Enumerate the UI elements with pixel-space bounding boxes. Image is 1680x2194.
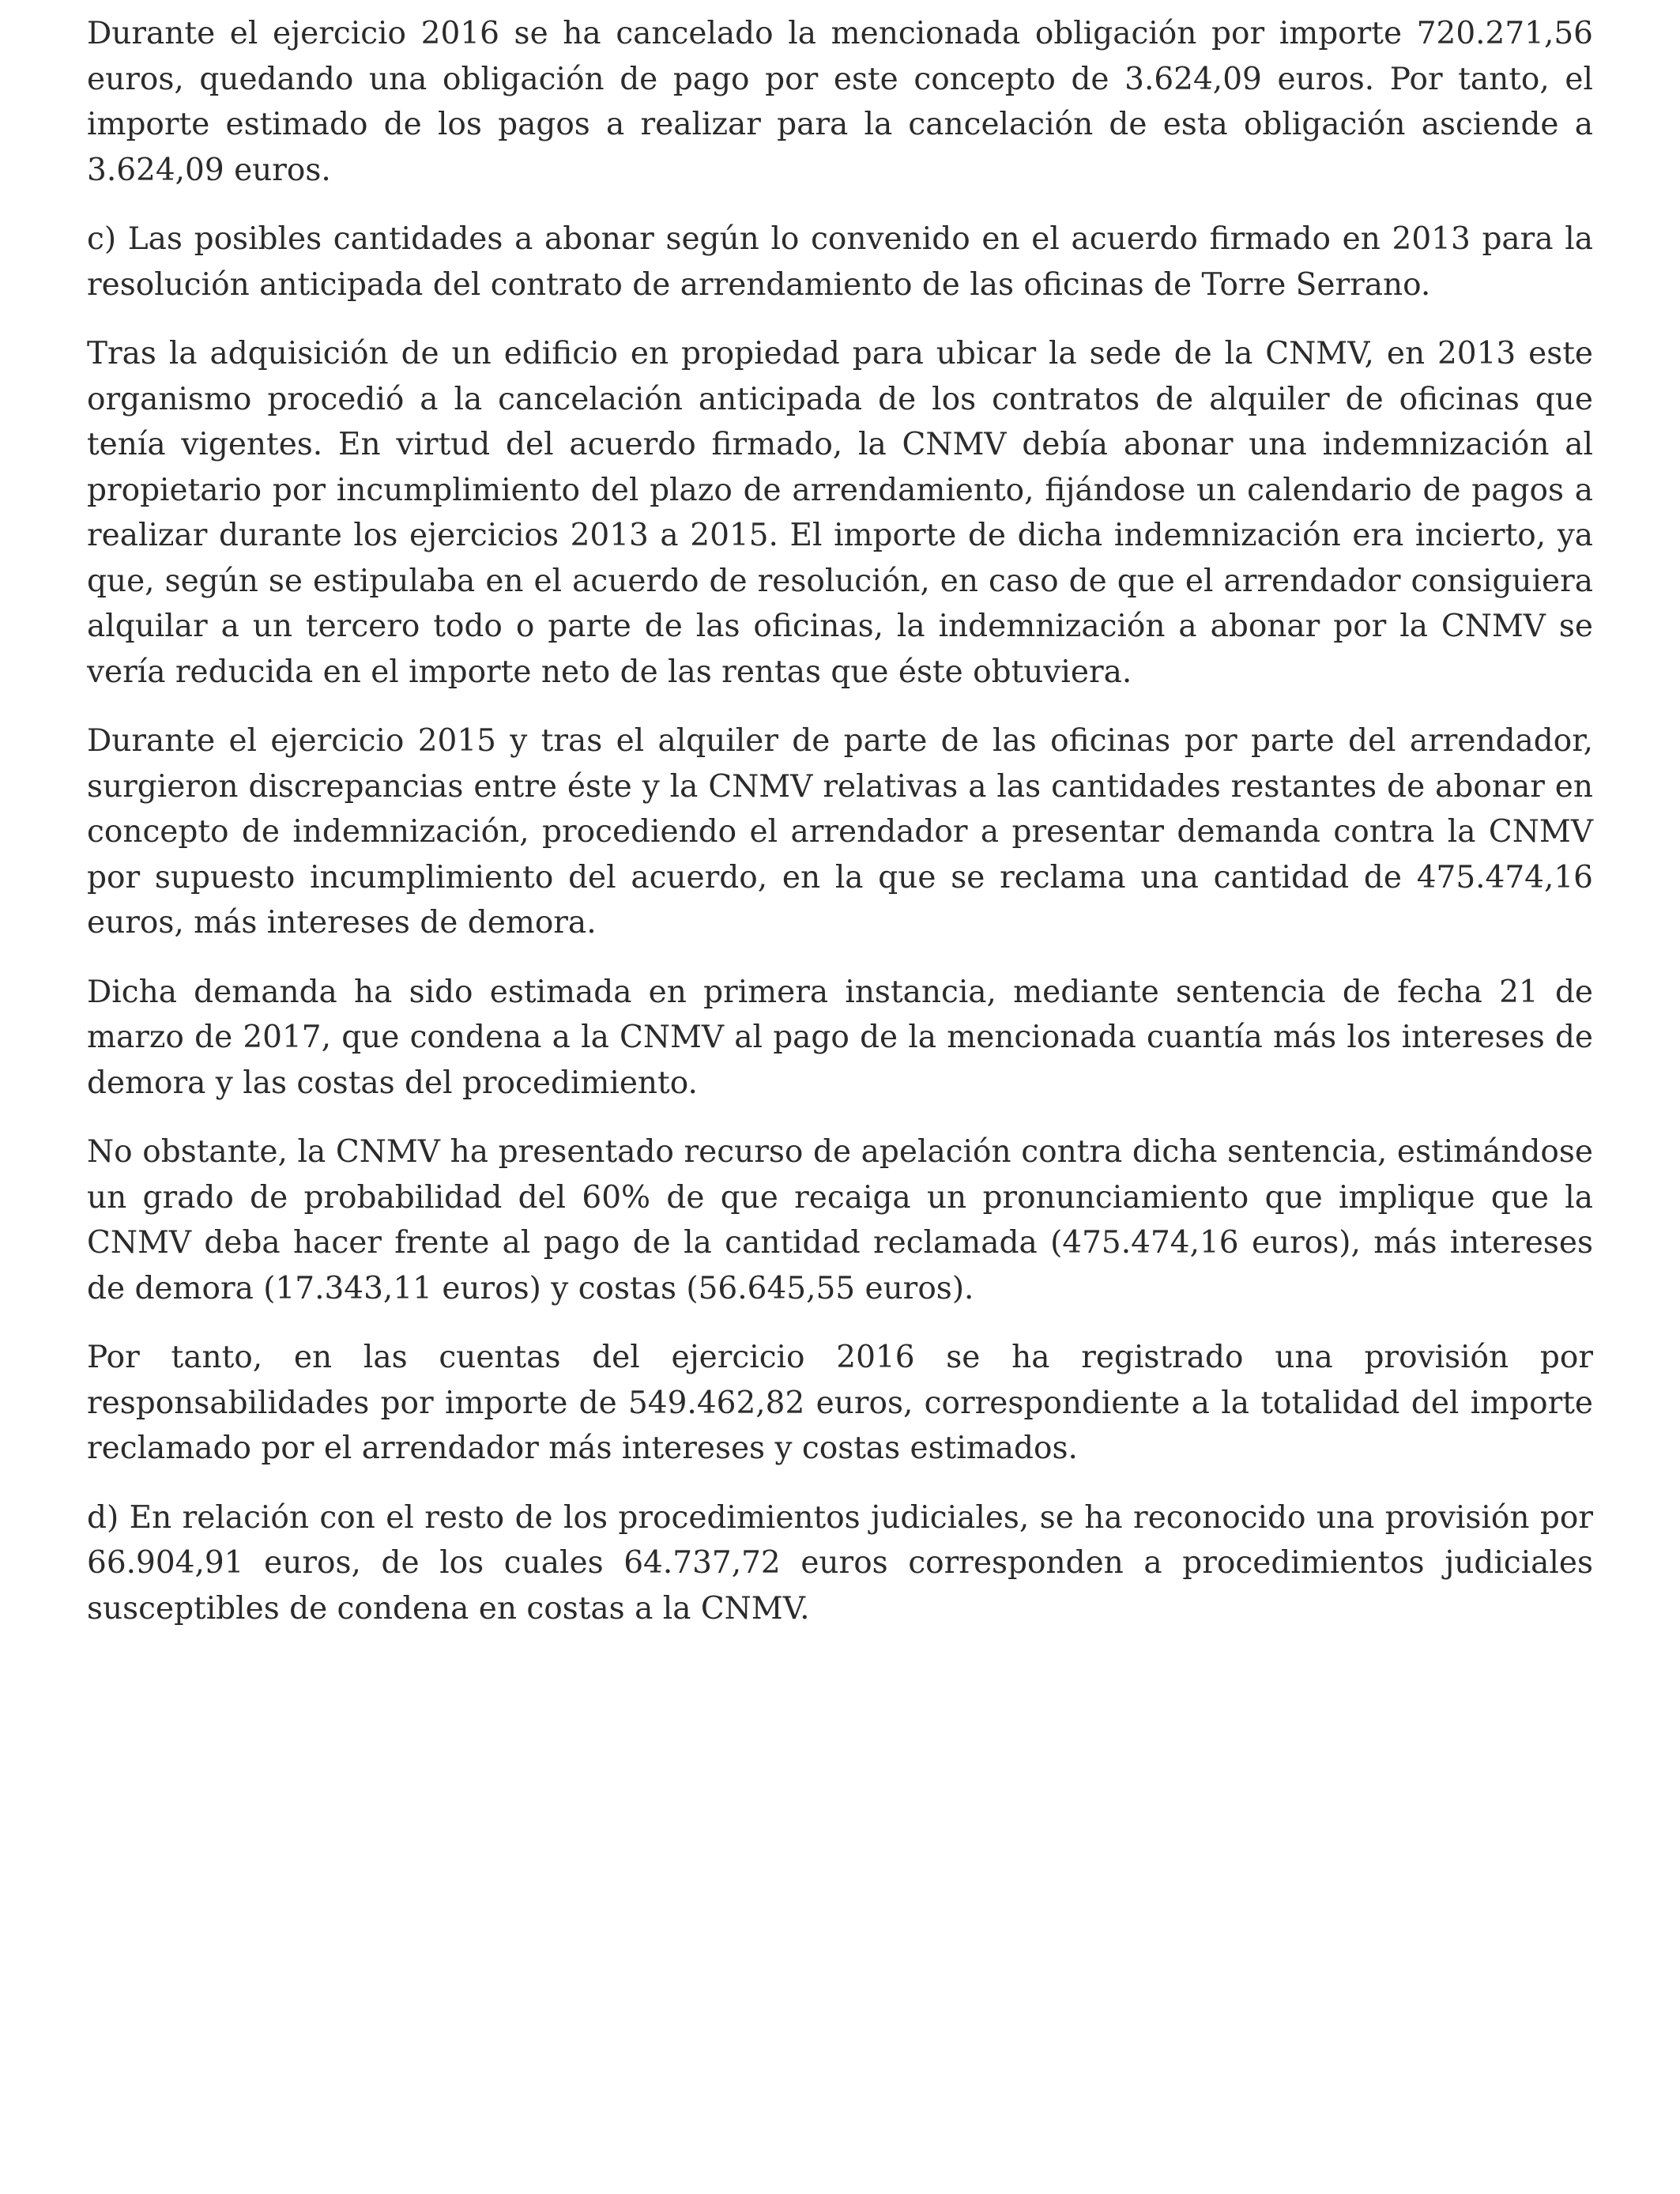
paragraph-cancelled-obligation: Durante el ejercicio 2016 se ha cancelado la mencionada obligación por importe 720.271,56 euros, quedando una obligación de pago por este concepto de 3.624,09 euros. Por tanto, el importe estimado de los pagos a realizar para la cancelación de esta obligación asciende a 3.624,09 euros. <box>87 16 1593 188</box>
paragraph-item-c: c) Las posibles cantidades a abonar según lo convenido en el acuerdo firmado en 2013 para la resolución anticipada del contrato de arrendamiento de las oficinas de Torre Serrano. <box>87 221 1593 303</box>
paragraph-item-d: d) En relación con el resto de los procedimientos judiciales, se ha reconocido una provisión por 66.904,91 euros, de los cuales 64.737,72 euros corresponden a procedimientos judiciales susceptibles de condena en costas a la CNMV. <box>87 1499 1593 1627</box>
paragraph-provision-registered: Por tanto, en las cuentas del ejercicio 2016 se ha registrado una provisión por responsabilidades por importe de 549.462,82 euros, correspondiente a la totalidad del importe reclamado por el arrendador más intereses y costas estimados. <box>87 1340 1593 1466</box>
paragraph-building-acquisition: Tras la adquisición de un edificio en propiedad para ubicar la sede de la CNMV, en 2013 este organismo procedió a la cancelación anticipada de los contratos de alquiler de oficinas que tenía vigentes. En virtud del acuerdo firmado, la CNMV debía abonar una indemnización al propietario por incumplimiento del plazo de arrendamiento, fijándose un calendario de pagos a realizar durante los ejercicios 2013 a 2015. El importe de dicha indemnización era incierto, ya que, según se estipulaba en el acuerdo de resolución, en caso de que el arrendador consiguiera alquilar a un tercero todo o parte de las oficinas, la indemnización a abonar por la CNMV se vería reducida en el importe neto de las rentas que éste obtuviera. <box>87 336 1593 690</box>
paragraph-first-instance-ruling: Dicha demanda ha sido estimada en primera instancia, mediante sentencia de fecha 21 de marzo de 2017, que condena a la CNMV al pago de la mencionada cuantía más los intereses de demora y las costas del procedimiento. <box>87 974 1593 1101</box>
document-page <box>87 11 1593 1655</box>
paragraph-appeal: No obstante, la CNMV ha presentado recurso de apelación contra dicha sentencia, estimándose un grado de probabilidad del 60% de que recaiga un pronunciamiento que implique que la CNMV deba hacer frente al pago de la cantidad reclamada (475.474,16 euros), más intereses de demora (17.343,11 euros) y costas (56.645,55 euros). <box>87 1134 1593 1306</box>
paragraph-lawsuit: Durante el ejercicio 2015 y tras el alquiler de parte de las oficinas por parte del arrendador, surgieron discrepancias entre éste y la CNMV relativas a las cantidades restantes de abonar en concepto de indemnización, procediendo el arrendador a presentar demanda contra la CNMV por supuesto incumplimiento del acuerdo, en la que se reclama una cantidad de 475.474,16 euros, más intereses de demora. <box>87 723 1593 941</box>
